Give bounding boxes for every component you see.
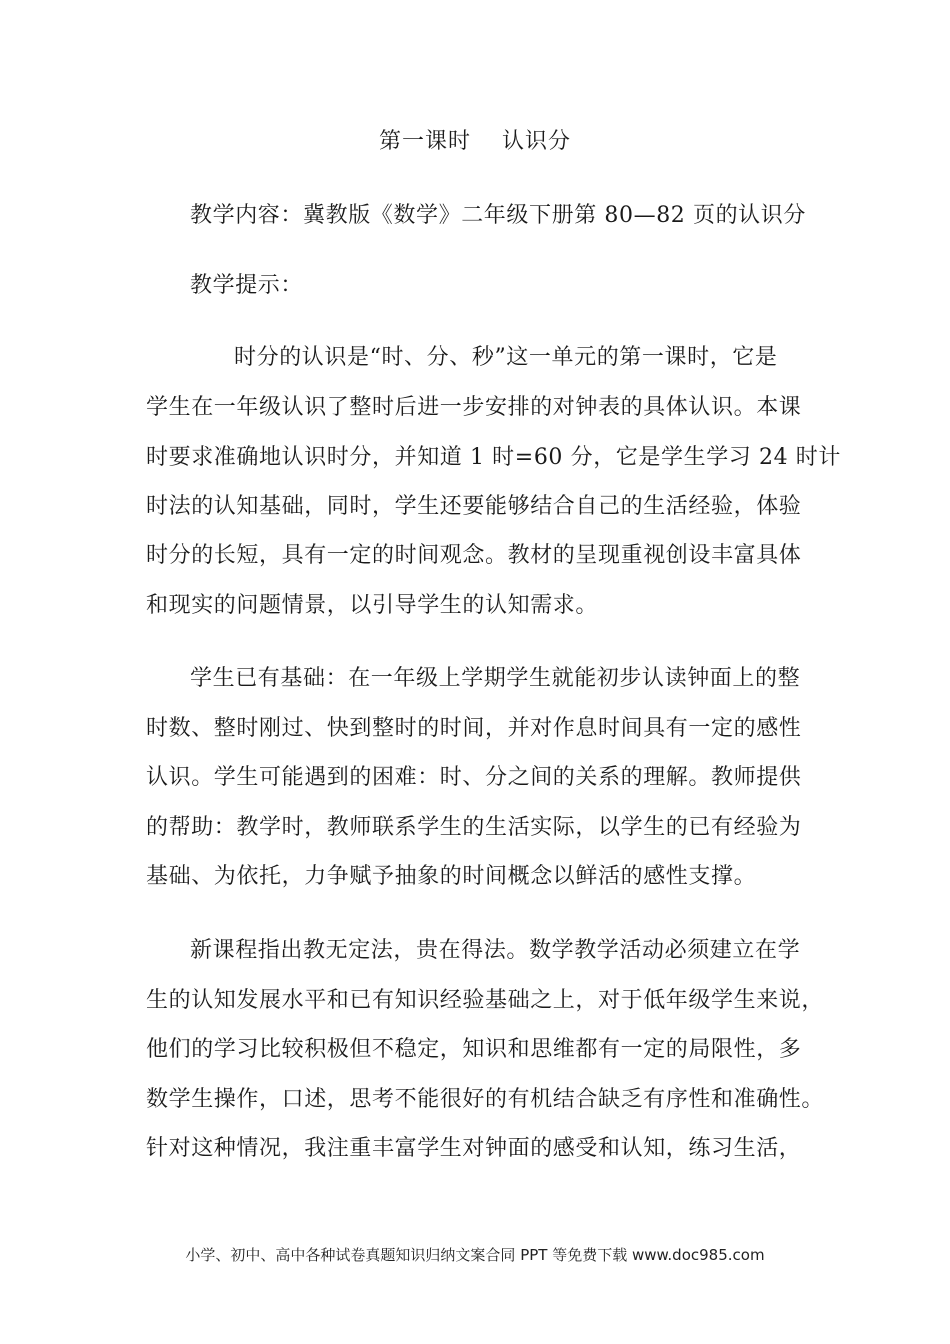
paragraph-line: 时分的长短，具有一定的时间观念。教材的呈现重视创设丰富具体 <box>146 543 802 568</box>
paragraph-line: 学生已有基础：在一年级上学期学生就能初步认读钟面上的整 <box>190 666 801 691</box>
paragraph-line: 新课程指出教无定法，贵在得法。数学教学活动必须建立在学 <box>190 938 801 963</box>
page-title: 第一课时 认识分 <box>379 129 571 154</box>
paragraph-line: 学生在一年级认识了整时后进一步安排的对钟表的具体认识。本课 <box>146 395 802 420</box>
paragraph-line: 时分的认识是“时、分、秒”这一单元的第一课时，它是 <box>234 345 778 370</box>
paragraph-line: 时法的认知基础，同时，学生还要能够结合自己的生活经验，体验 <box>146 494 802 519</box>
paragraph-line: 的帮助：教学时，教师联系学生的生活实际，以学生的已有经验为 <box>146 815 802 840</box>
paragraph-line: 他们的学习比较积极但不稳定，知识和思维都有一定的局限性，多 <box>146 1037 802 1062</box>
paragraph-line: 时要求准确地认识时分，并知道 1 时=60 分，它是学生学习 24 时计 <box>146 445 841 470</box>
paragraph-line: 生的认知发展水平和已有知识经验基础之上，对于低年级学生来说， <box>146 988 825 1013</box>
paragraph-line: 时数、整时刚过、快到整时的时间，并对作息时间具有一定的感性 <box>146 716 802 741</box>
paragraph-line: 认识。学生可能遇到的困难：时、分之间的关系的理解。教师提供 <box>146 765 802 790</box>
paragraph-line: 和现实的问题情景，以引导学生的认知需求。 <box>146 593 599 618</box>
paragraph-line: 数学生操作，口述，思考不能很好的有机结合缺乏有序性和准确性。 <box>146 1087 825 1112</box>
footer-text: 小学、初中、高中各种试卷真题知识归纳文案合同 PPT 等免费下载 www.doc985.com <box>185 1246 765 1264</box>
teaching-hint-label: 教学提示： <box>190 273 304 298</box>
teaching-content-line: 教学内容：冀教版《数学》二年级下册第 80—82 页的认识分 <box>190 203 806 228</box>
paragraph-line: 针对这种情况，我注重丰富学生对钟面的感受和认知，练习生活， <box>146 1136 802 1161</box>
paragraph-line: 基础、为依托，力争赋予抽象的时间概念以鲜活的感性支撑。 <box>146 864 757 889</box>
